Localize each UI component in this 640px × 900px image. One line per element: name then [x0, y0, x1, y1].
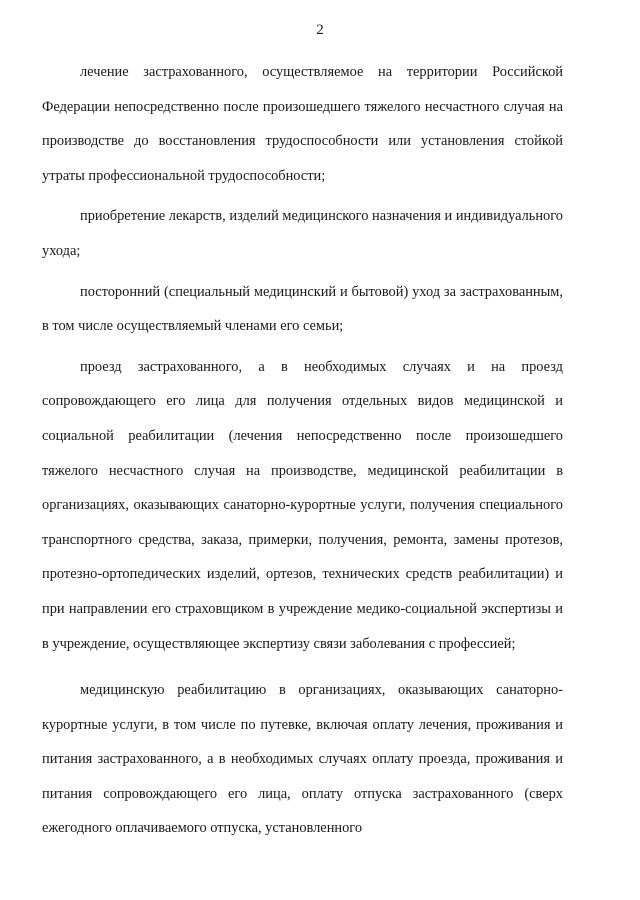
paragraph-medicines: приобретение лекарств, изделий медицинского назначения и индивидуального ухода; — [42, 208, 563, 259]
paragraph-travel: проезд застрахованного, а в необходимых случаях и на проезд сопровождающего его лица для получения отдельных видов медицинской и социальной реабилитации (лечения непосредственно после произошедшего тяжелого несчастного случая на производстве, медицинской реабилитации в организациях, оказывающих санаторно-курортные услуги, получения специального транспортного средства, заказа, примерки, получения, ремонта, замены протезов, протезно-ортопедических изделий, ортезов, технических средств реабилитации) и при направлении его страховщиком в учреждение медико-социальной экспертизы и в учреждение, осуществляющее экспертизу связи заболевания с профессией; — [42, 358, 563, 652]
paragraph-rehabilitation: медицинскую реабилитацию в организациях, оказывающих санаторно-курортные услуги, в том числе по путевке, включая оплату лечения, проживания и питания застрахованного, а в необходимых случаях оплату проезда, проживания и питания сопровождающего его лица, оплату отпуска застрахованного (сверх ежегодного оплачиваемого отпуска, установленного — [42, 682, 563, 837]
paragraph-treatment: лечение застрахованного, осуществляемое на территории Российской Федерации непосредственно после произошедшего тяжелого несчастного случая на производстве до восстановления трудоспособности или установления стойкой утраты профессиональной трудоспособности; — [42, 64, 563, 184]
page-number: 2 — [316, 22, 324, 38]
paragraph-care: посторонний (специальный медицинский и бытовой) уход за застрахованным, в том числе осуществляемый членами его семьи; — [42, 283, 563, 335]
document-body — [42, 55, 563, 846]
